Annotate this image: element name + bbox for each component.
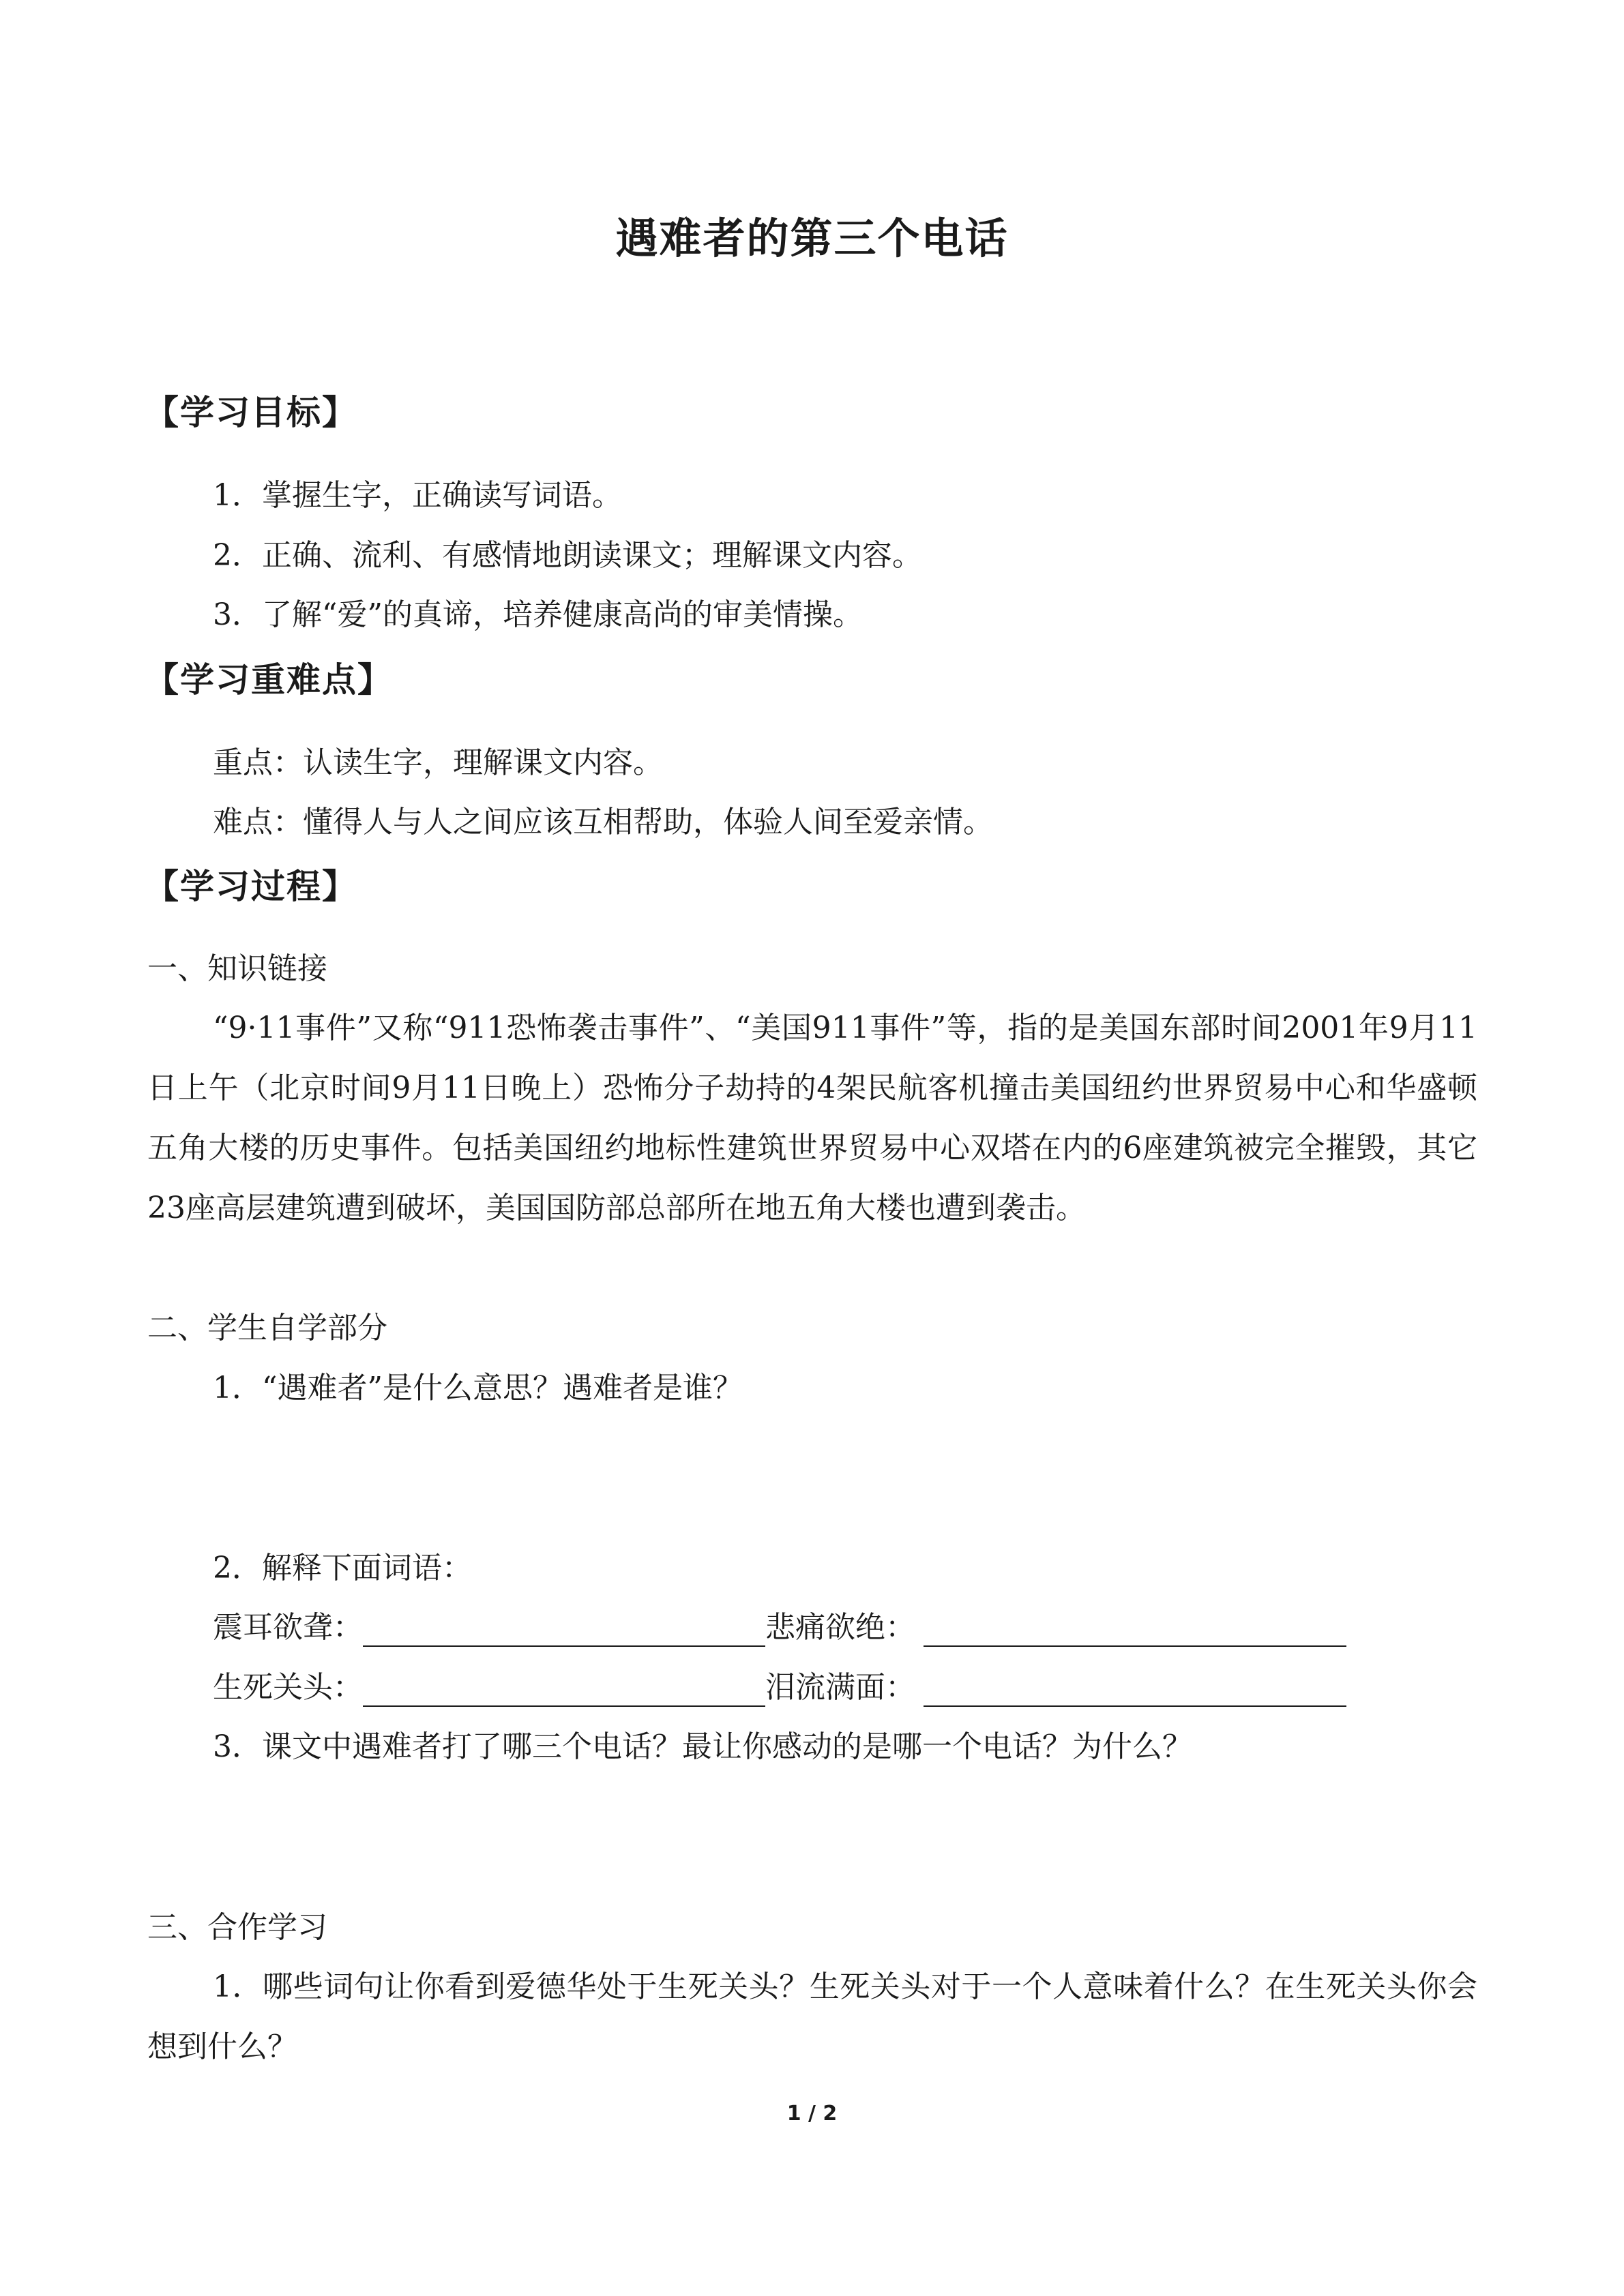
answer-blank[interactable] xyxy=(924,1705,1346,1707)
objective-item-2: 2．正确、流利、有感情地朗读课文；理解课文内容。 xyxy=(213,538,922,573)
term-label: 生死关头： xyxy=(213,1670,363,1705)
part1-title: 一、知识链接 xyxy=(147,951,327,986)
objective-item-1: 1．掌握生字，正确读写词语。 xyxy=(213,478,622,513)
part2-title: 二、学生自学部分 xyxy=(147,1311,387,1345)
term-row-1 xyxy=(213,1607,1346,1648)
answer-blank[interactable] xyxy=(363,1705,765,1707)
objectives-heading: 【学习目标】 xyxy=(145,393,357,432)
term-label: 泪流满面： xyxy=(765,1670,915,1705)
answer-blank[interactable] xyxy=(924,1645,1346,1647)
question-2: 2．解释下面词语： xyxy=(213,1551,472,1585)
cooperative-question-1: 1．哪些词句让你看到爱德华处于生死关头？生死关头对于一个人意味着什么？在生死关头你会想到什么？ xyxy=(147,1969,1477,2064)
knowledge-link-paragraph: “9·11事件”又称“911恐怖袭击事件”、“美国911事件”等，指的是美国东部时间2001年9月11日上午（北京时间9月11日晚上）恐怖分子劫持的4架民航客机撞击美国纽约世界贸易中心和华盛顿五角大楼的历史事件。包括美国纽约地标性建筑世界贸易中心双塔在内的6座建筑被完全摧毁，其它23座高层建筑遭到破坏，美国国防部总部所在地五角大楼也遭到袭击。 xyxy=(147,1011,1477,1225)
answer-blank[interactable] xyxy=(363,1645,765,1647)
term-row-2 xyxy=(213,1667,1346,1708)
process-heading: 【学习过程】 xyxy=(145,867,357,906)
key-points-heading: 【学习重难点】 xyxy=(145,660,393,700)
document-title: 遇难者的第三个电话 xyxy=(615,213,1009,263)
page-number: 1 / 2 xyxy=(786,2102,838,2126)
part3-title: 三、合作学习 xyxy=(147,1910,327,1945)
key-point-item-2: 难点：懂得人与人之间应该互相帮助，体验人间至爱亲情。 xyxy=(213,805,993,839)
key-point-item-1: 重点：认读生字，理解课文内容。 xyxy=(213,745,663,780)
term-label: 悲痛欲绝： xyxy=(765,1610,915,1645)
term-label: 震耳欲聋： xyxy=(213,1610,363,1645)
objective-item-3: 3．了解“爱”的真谛，培养健康高尚的审美情操。 xyxy=(213,597,863,632)
question-3: 3．课文中遇难者打了哪三个电话？最让你感动的是哪一个电话？为什么？ xyxy=(213,1729,1192,1764)
question-1: 1．“遇难者”是什么意思？遇难者是谁？ xyxy=(213,1371,743,1405)
